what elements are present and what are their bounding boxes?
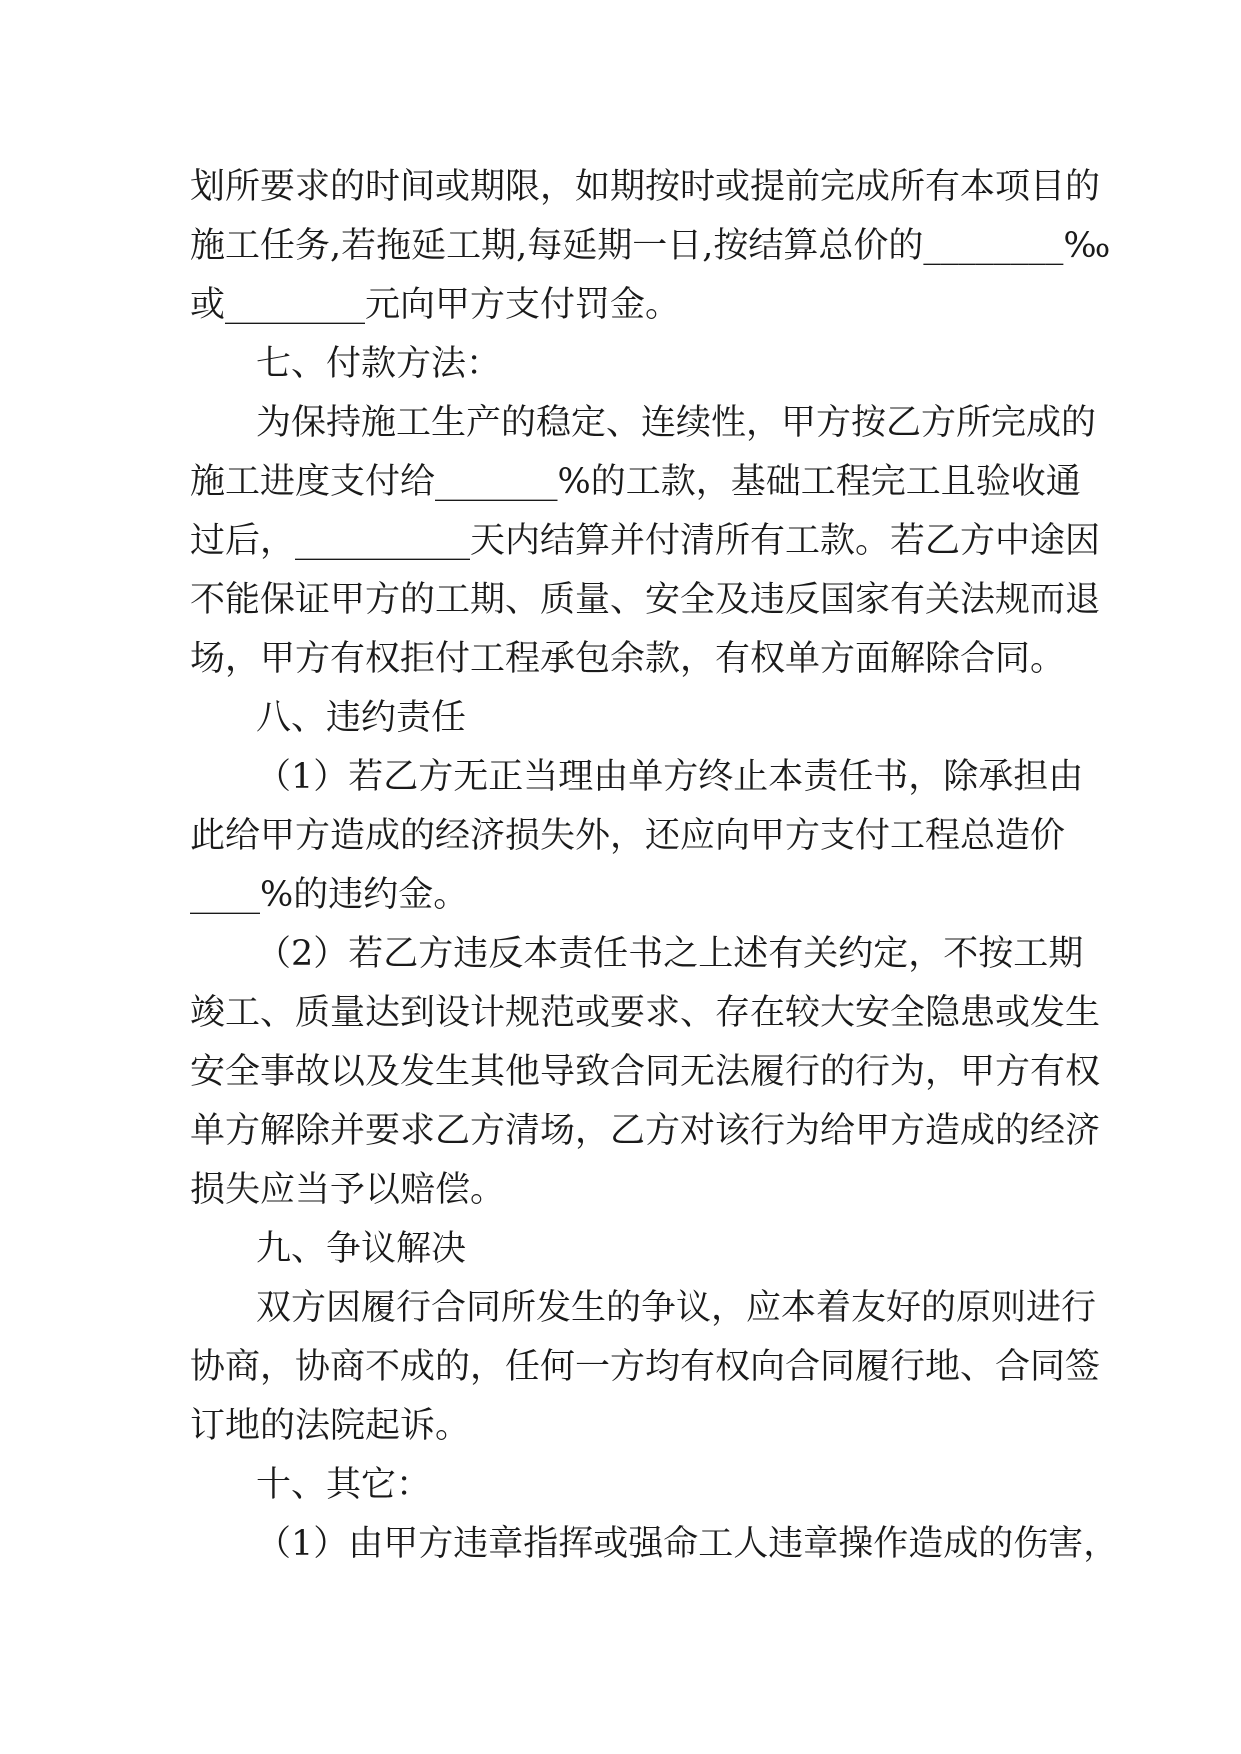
section-heading-7: 七、付款方法： [256,344,502,384]
text-line-13: ____%的违约金。 [190,875,469,915]
text-line-12: 此给甲方造成的经济损失外，还应向甲方支付工程总造价 [190,816,1066,856]
text-line-18: 损失应当予以赔偿。 [190,1170,506,1210]
text-line-2: 施工任务,若拖延工期,每延期一日,按结算总价的________‰ [190,226,1111,266]
section-heading-8: 八、违约责任 [256,698,467,738]
text-line-21: 协商，协商不成的，任何一方均有权向合同履行地、合同签 [190,1347,1101,1387]
text-line-24: （1）由甲方违章指挥或强命工人违章操作造成的伤害， [256,1524,1119,1564]
text-line-6: 施工进度支付给_______%的工款，基础工程完工且验收通 [190,462,1081,502]
text-line-16: 安全事故以及发生其他导致合同无法履行的行为，甲方有权 [190,1052,1101,1092]
text-line-7: 过后，__________天内结算并付清所有工款。若乙方中途因 [190,521,1101,561]
text-line-3: 或________元向甲方支付罚金。 [190,285,681,325]
text-line-5: 为保持施工生产的稳定、连续性，甲方按乙方所完成的 [256,403,1097,443]
text-line-15: 竣工、质量达到设计规范或要求、存在较大安全隐患或发生 [190,993,1101,1033]
section-heading-10: 十、其它： [256,1465,432,1505]
text-line-22: 订地的法院起诉。 [190,1406,471,1446]
text-line-14: （2）若乙方违反本责任书之上述有关约定，不按工期 [256,934,1084,974]
text-line-20: 双方因履行合同所发生的争议，应本着友好的原则进行 [256,1288,1097,1328]
section-heading-9: 九、争议解决 [256,1229,467,1269]
text-line-17: 单方解除并要求乙方清场，乙方对该行为给甲方造成的经济 [190,1111,1101,1151]
text-line-1: 划所要求的时间或期限，如期按时或提前完成所有本项目的 [190,167,1101,207]
text-line-8: 不能保证甲方的工期、质量、安全及违反国家有关法规而退 [190,580,1101,620]
text-line-9: 场，甲方有权拒付工程承包余款，有权单方面解除合同。 [190,639,1066,679]
text-line-11: （1）若乙方无正当理由单方终止本责任书，除承担由 [256,757,1084,797]
